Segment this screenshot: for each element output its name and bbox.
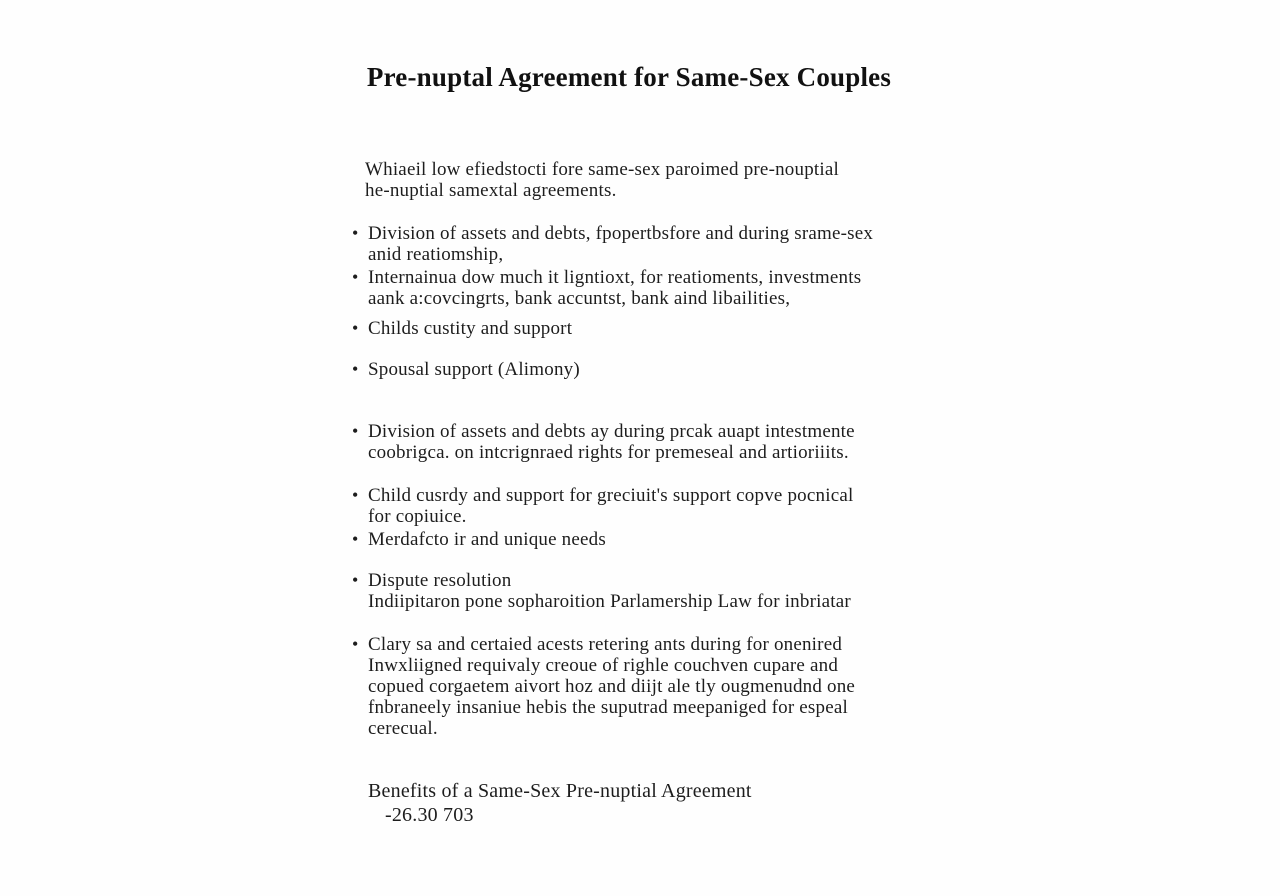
bullet-line: aank a:covcingrts, bank accuntst, bank aind libailities, <box>368 288 791 309</box>
intro-line: he-nuptial samextal agreements. <box>365 180 617 201</box>
bullet-line: anid reatiomship, <box>368 244 504 265</box>
bullet-line: cerecual. <box>368 718 438 739</box>
bullet-marker: • <box>352 359 359 379</box>
bullet-line: Clary sa and certaied acests retering ants during for onenired <box>368 634 843 655</box>
bullet-item <box>350 223 908 265</box>
bullet-item <box>350 267 908 309</box>
bullet-marker: • <box>352 421 359 441</box>
document-footer <box>350 779 908 827</box>
bullet-line: coobrigca. on intcrignraed rights for premeseal and artioriiits. <box>368 442 849 463</box>
bullet-item <box>350 359 908 380</box>
bullet-item <box>350 421 908 463</box>
bullet-line: Division of assets and debts, fpopertbsfore and during srame-sex <box>368 223 874 244</box>
bullet-item <box>350 529 908 550</box>
bullet-line: for copiuice. <box>368 506 467 527</box>
bullet-line: Dispute resolution <box>368 570 512 591</box>
intro-line: Whiaeil low efiedstocti fore same-sex paroimed pre-nouptial <box>365 159 839 180</box>
bullet-line: Division of assets and debts ay during prcak auapt intestmente <box>368 421 855 442</box>
document-page <box>350 0 908 827</box>
bullet-marker: • <box>352 529 359 549</box>
intro-paragraph <box>350 159 908 201</box>
footer-heading: Benefits of a Same-Sex Pre-nuptial Agreement <box>368 780 752 802</box>
bullet-marker: • <box>352 634 359 654</box>
bullet-marker: • <box>352 570 359 590</box>
bullet-marker: • <box>352 318 359 338</box>
bullet-line: Indiipitaron pone sopharoition Parlamership Law for inbriatar <box>368 591 851 612</box>
bullet-line: Merdafcto ir and unique needs <box>368 529 606 550</box>
bullet-item <box>350 318 908 339</box>
bullet-line: Internainua dow much it ligntioxt, for reatioments, investments <box>368 267 862 288</box>
bullet-line: Childs custity and support <box>368 318 573 339</box>
bullet-line: Child cusrdy and support for greciuit's support copve pocnical <box>368 485 854 506</box>
bullet-item <box>350 570 908 612</box>
document-title: Pre-nuptal Agreement for Same-Sex Couples <box>366 62 892 92</box>
footer-number: -26.30 703 <box>385 804 474 826</box>
bullet-line: copued corgaetem aivort hoz and diijt ale tly ougmenudnd one <box>368 676 856 697</box>
bullet-line: Inwxliigned requivaly creoue of righle couchven cupare and <box>368 655 839 676</box>
bullet-marker: • <box>352 223 359 243</box>
bullet-item <box>350 634 908 739</box>
bullet-marker: • <box>352 267 359 287</box>
bullet-line: Spousal support (Alimony) <box>368 359 580 380</box>
bullet-item <box>350 485 908 527</box>
bullet-line: fnbraneely insaniue hebis the suputrad meepaniged for espeal <box>368 697 848 718</box>
bullet-marker: • <box>352 485 359 505</box>
